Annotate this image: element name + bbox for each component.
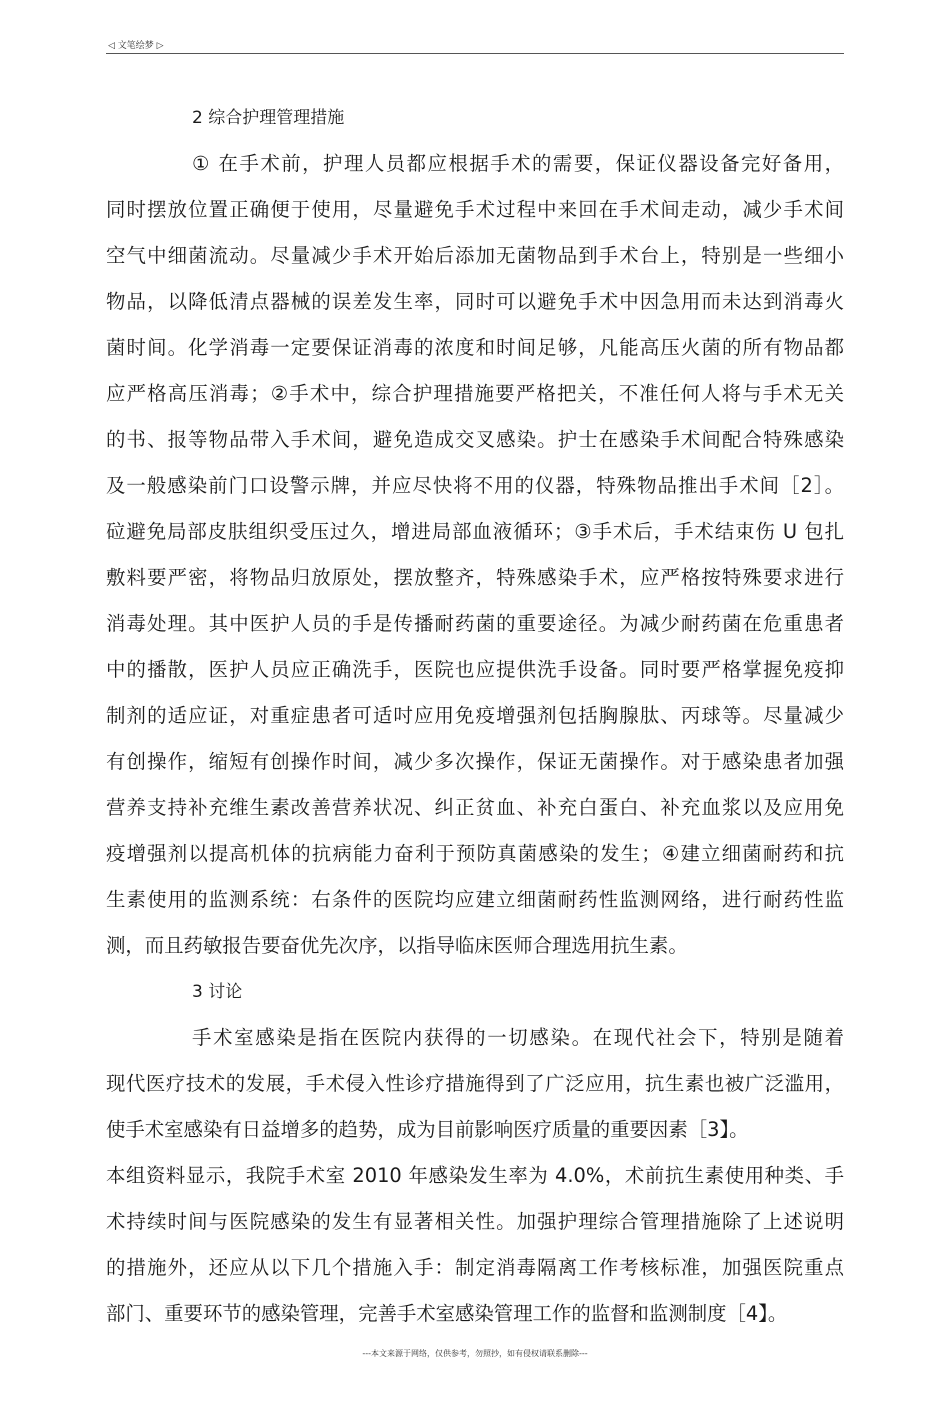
paragraph-line: 的书、报等物品带入手术间，避免造成交叉感染。护士在感染手术间配合特殊感染 — [106, 428, 844, 451]
paragraph-line: 营养支持补充维生素改善营养状况、纠正贫血、补充白蛋白、补充血浆以及应用免 — [106, 796, 844, 819]
paragraph-line: 部门、重要环节的感染管理，完善手术室感染管理工作的监督和监测制度［4】。 — [106, 1302, 788, 1325]
paragraph-line: 现代医疗技术的发展，手术侵入性诊疗措施得到了广泛应用，抗生素也被广泛滥用， — [106, 1072, 844, 1095]
document-body — [106, 95, 844, 1337]
paragraph-line: 同时摆放位置正确便于使用，尽量避免手术过程中来回在手术间走动，减少手术间 — [106, 198, 844, 221]
section-heading: 2 综合护理管理措施 — [192, 108, 345, 128]
page-header: ◁ 文笔绘梦 ▷ — [108, 41, 164, 51]
paragraph-line: 菌时间。化学消毒一定要保证消毒的浓度和时间足够，凡能高压火菌的所有物品都 — [106, 336, 844, 359]
paragraph-line: 使手术室感染有日益增多的趋势，成为目前影响医疗质量的重要因素［3】。 — [106, 1118, 749, 1141]
header-divider — [106, 53, 844, 54]
paragraph-line: 有创操作，缩短有创操作时间，减少多次操作，保证无菌操作。对于感染患者加强 — [106, 750, 844, 773]
paragraph-line: ① 在手术前，护理人员都应根据手术的需要，保证仪器设备完好备用， — [192, 152, 844, 175]
paragraph-line: 空气中细菌流动。尽量减少手术开始后添加无菌物品到手术台上，特别是一些细小 — [106, 244, 844, 267]
paragraph-line: 中的播散，医护人员应正确洗手，医院也应提供洗手设备。同时要严格掌握免疫抑 — [106, 658, 844, 681]
paragraph-line: 消毒处理。其中医护人员的手是传播耐药菌的重要途径。为减少耐药菌在危重患者 — [106, 612, 844, 635]
paragraph-line: 术持续时间与医院感染的发生有显著相关性。加强护理综合管理措施除了上述说明 — [106, 1210, 844, 1233]
paragraph-line: 制剂的适应证，对重症患者可适吋应用免疫增强剂包括胸腺肽、丙球等。尽量减少 — [106, 704, 844, 727]
paragraph-line: 的措施外，还应从以下几个措施入手：制定消毒隔离工作考核标准，加强医院重点 — [106, 1256, 844, 1279]
paragraph-line: 及一般感染前门口设警示牌，并应尽快将不用的仪器，特殊物品推出手术间［2］。 — [106, 474, 844, 497]
paragraph-line: 应严格高压消毒；②手术中，综合护理措施要严格把关，不准任何人将与手术无关 — [106, 382, 844, 405]
paragraph-line: 物品，以降低清点器械的误差发生率，同时可以避免手术中因急用而未达到消毒火 — [106, 290, 844, 313]
paragraph-line: 敷料要严密，将物品归放原处，摆放整齐，特殊感染手术，应严格按特殊要求进行 — [106, 566, 844, 589]
paragraph-line: 疫增强剂以提高机体的抗病能力奋利于预防真菌感染的发生；④建立细菌耐药和抗 — [106, 842, 844, 865]
paragraph-line: 生素使用的监测系统：右条件的医院均应建立细菌耐药性监测网络，进行耐药性监 — [106, 888, 844, 911]
paragraph-line: 本组资料显示，我院手术室 2010 年感染发生率为 4.0%，术前抗生素使用种类、手 — [106, 1164, 844, 1187]
paragraph-line: 砬避免局部皮肤组织受压过久，增进局部血液循环；③手术后，手术结束伤 U 包扎 — [106, 520, 844, 543]
section-heading: 3 讨论 — [192, 982, 243, 1002]
page-footer: ---本文来源于网络，仅供参考，勿照抄，如有侵权请联系删除--- — [362, 1349, 588, 1358]
paragraph-line: 手术室感染是指在医院内获得的一切感染。在现代社会下，特别是随着 — [192, 1026, 844, 1049]
paragraph-line: 测，而且药敏报告要奋优先次序，以指导临床医师合理选用抗生素。 — [106, 934, 688, 957]
